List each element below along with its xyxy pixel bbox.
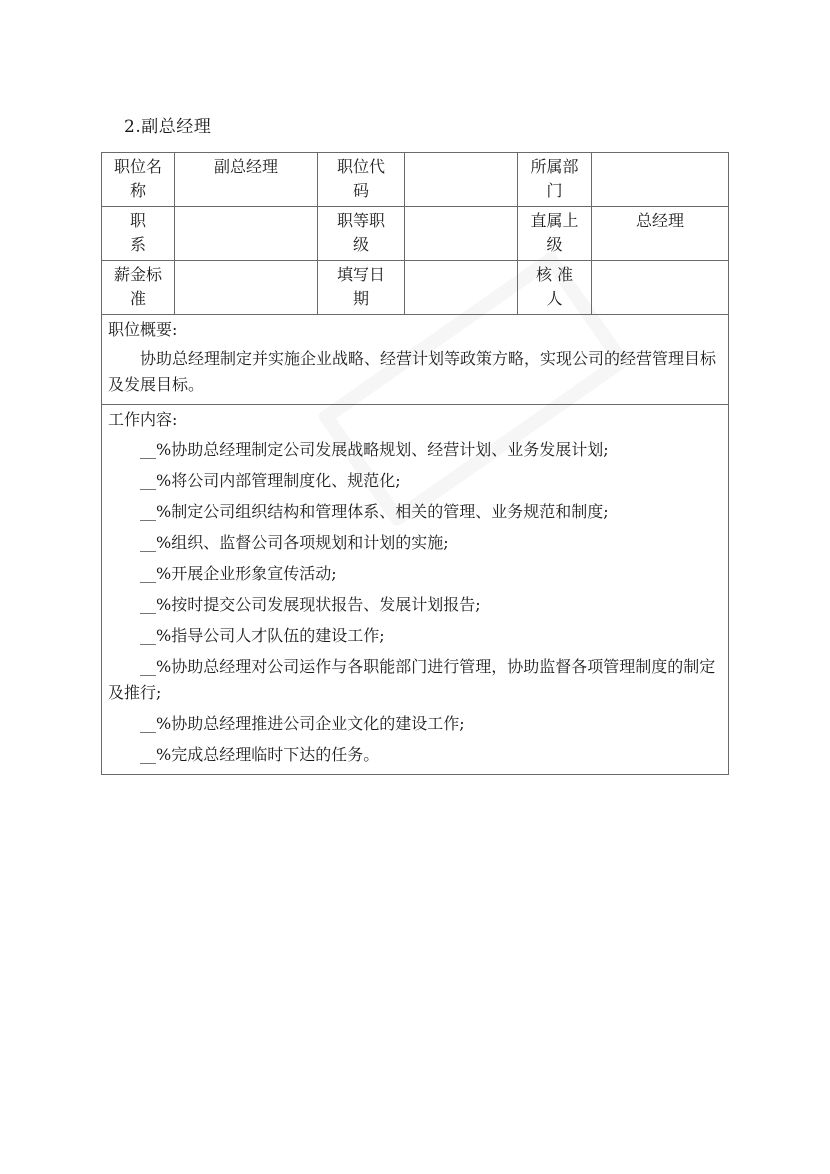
list-item: __%指导公司人才队伍的建设工作; — [140, 626, 385, 645]
department-label: 所属部 门 — [518, 153, 592, 207]
fill-date-value — [405, 261, 518, 315]
summary-cell — [102, 315, 729, 405]
job-grade-label: 职等职 级 — [318, 207, 405, 261]
duties-cell — [102, 405, 729, 775]
section-heading: 2.副总经理 — [124, 117, 212, 137]
approver-label: 核 准 人 — [518, 261, 592, 315]
salary-standard-value — [175, 261, 318, 315]
direct-supervisor-label: 直属上 级 — [518, 207, 592, 261]
list-item: __%制定公司组织结构和管理体系、相关的管理、业务规范和制度; — [140, 502, 609, 521]
table-row — [102, 261, 729, 315]
list-item: __%协助总经理制定公司发展战略规划、经营计划、业务发展计划; — [140, 440, 609, 459]
job-grade-value — [405, 207, 518, 261]
job-family-value — [175, 207, 318, 261]
list-item: __%开展企业形象宣传活动; — [140, 564, 337, 583]
position-code-label: 职位代 码 — [318, 153, 405, 207]
summary-row — [102, 315, 729, 405]
duties-row — [102, 405, 729, 775]
position-info-table — [101, 152, 729, 775]
summary-title: 职位概要: — [108, 320, 178, 339]
duties-title: 工作内容: — [108, 410, 178, 429]
list-item: __%将公司内部管理制度化、规范化; — [140, 471, 401, 490]
salary-standard-label: 薪金标 准 — [102, 261, 175, 315]
list-item: __%按时提交公司发展现状报告、发展计划报告; — [140, 595, 481, 614]
department-value — [592, 153, 729, 207]
list-item: __%协助总经理推进公司企业文化的建设工作; — [140, 714, 465, 733]
position-name-label: 职位名 称 — [102, 153, 175, 207]
list-item: __%协助总经理对公司运作与各职能部门进行管理，协助监督各项管理制度的制定及推行; — [108, 657, 716, 702]
approver-value — [592, 261, 729, 315]
table-row — [102, 153, 729, 207]
summary-text: 协助总经理制定并实施企业战略、经营计划等政策方略，实现公司的经营管理目标及发展目标。 — [108, 349, 717, 394]
position-name-value: 副总经理 — [175, 153, 318, 207]
list-item: __%完成总经理临时下达的任务。 — [140, 745, 380, 764]
table-row — [102, 207, 729, 261]
job-family-label: 职 系 — [102, 207, 175, 261]
direct-supervisor-value: 总经理 — [592, 207, 729, 261]
position-code-value — [405, 153, 518, 207]
list-item: __%组织、监督公司各项规划和计划的实施; — [140, 533, 449, 552]
fill-date-label: 填写日 期 — [318, 261, 405, 315]
